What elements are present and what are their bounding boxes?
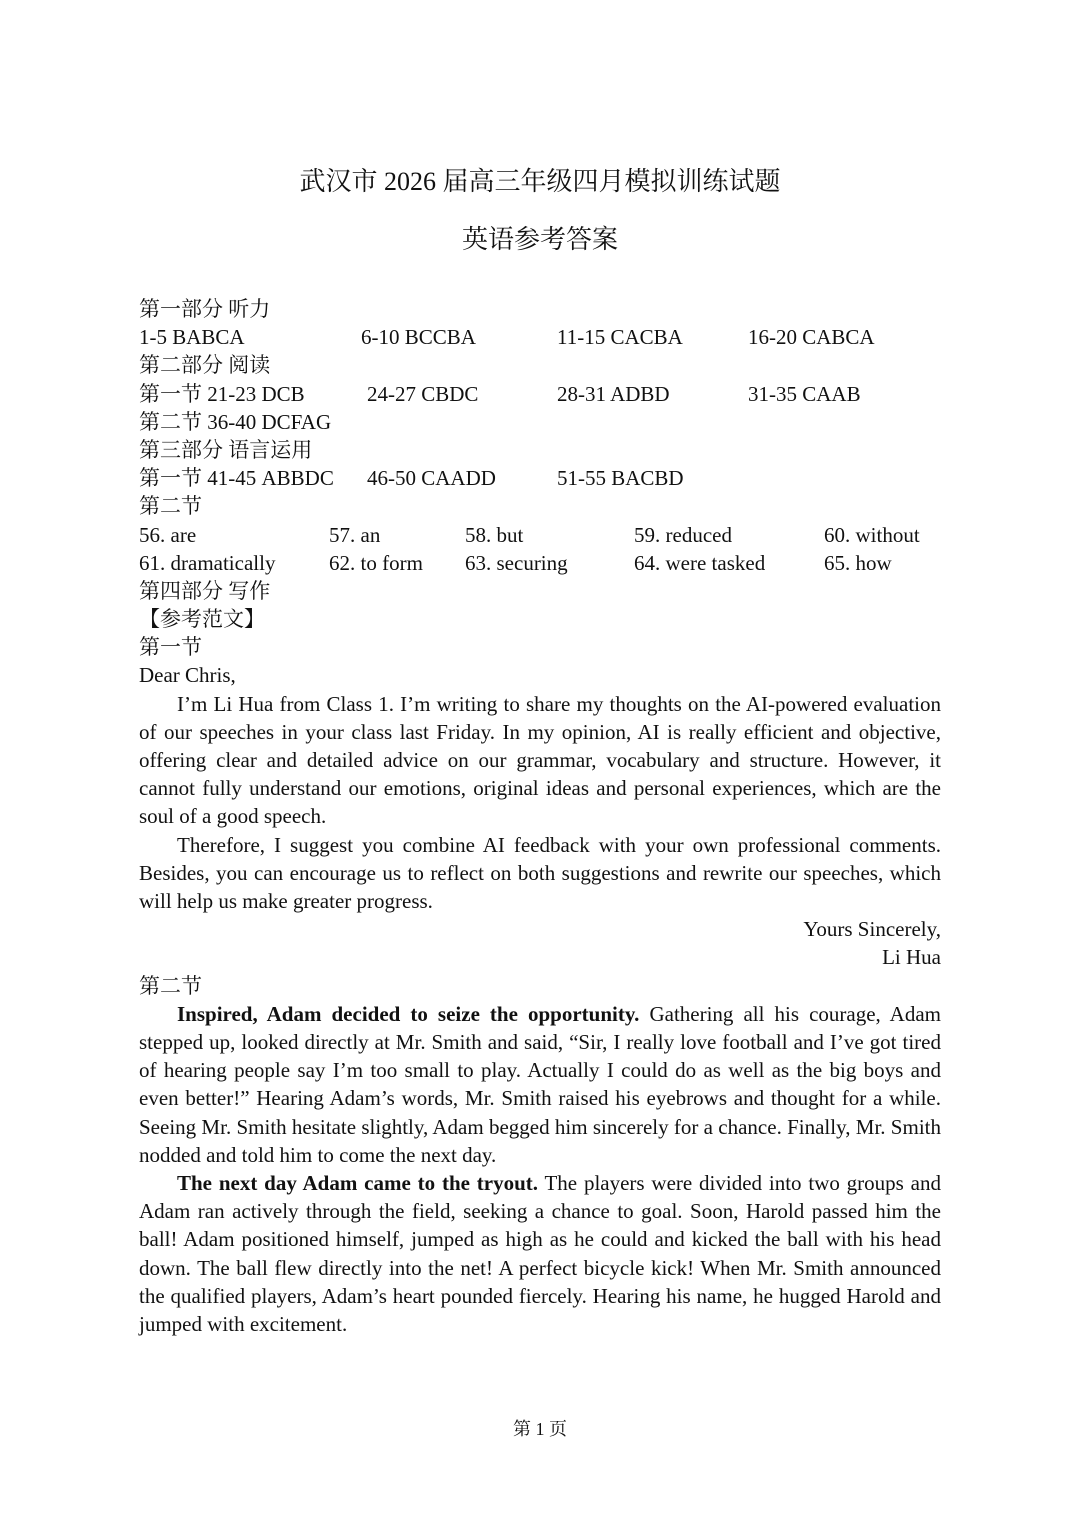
part1-heading: 第一部分 听力 [139, 297, 271, 321]
answer-group: 6-10 BCCBA [361, 325, 476, 350]
answer-content [139, 295, 941, 1338]
part2-section1-row [139, 380, 941, 408]
fill-in-row [139, 521, 941, 549]
answer-group: 16-20 CABCA [748, 325, 875, 350]
page-title: 武汉市 2026 届高三年级四月模拟训练试题 [299, 167, 781, 196]
fill-in-answer: 56. are [139, 522, 197, 547]
part3-section2-heading: 第二节 [139, 494, 202, 519]
story-paragraph [139, 1169, 941, 1338]
letter-greeting: Dear Chris, [139, 663, 236, 688]
story-body: The players were divided into two groups and Adam ran actively through the field, seeking a chance to goal. Soon, Harold passed him the ball! Adam positioned himself, jumped as high as he could and kicked the ball with his head down. The ball flew directly into the net! A perfect bicycle kick! When Mr. Smith announced the qualified players, Adam’s heart pounded fiercely. Hearing his name, he hugged Harold and jumped with excitement. [139, 1171, 941, 1337]
part3-section1-row [139, 464, 941, 492]
part1-answers-row [139, 323, 941, 351]
story-lead-sentence: Inspired, Adam decided to seize the opportunity. [177, 1001, 640, 1026]
answer-group: 28-31 ADBD [557, 381, 670, 406]
letter-paragraph: I’m Li Hua from Class 1. I’m writing to share my thoughts on the AI-powered evaluation of our speeches in your class last Friday. In my opinion, AI is really efficient and objective, offering clear and detailed advice on our grammar, vocabulary and structure. However, it cannot fully understand our emotions, original ideas and personal experiences, which are the soul of a good speech. [139, 691, 941, 829]
part2-heading: 第二部分 阅读 [139, 353, 271, 378]
answer-group: 24-27 CBDC [367, 381, 479, 406]
sample-essay-label: 【参考范文】 [139, 607, 265, 632]
answer-group: 51-55 BACBD [557, 466, 684, 491]
fill-in-answer: 61. dramatically [139, 550, 276, 575]
answer-group: 1-5 BABCA [139, 325, 245, 350]
answer-group: 第一节 21-23 DCB [139, 381, 305, 406]
fill-in-answer: 64. were tasked [634, 550, 766, 575]
fill-in-answer: 62. to form [329, 550, 423, 575]
part4-section2-heading: 第二节 [139, 973, 202, 998]
fill-in-row [139, 549, 941, 577]
part4-section1-heading: 第一节 [139, 635, 202, 660]
fill-in-answer: 65. how [824, 550, 892, 575]
answer-group: 46-50 CAADD [367, 466, 496, 491]
fill-in-answer: 58. but [465, 522, 524, 547]
page-number: 第 1 页 [513, 1419, 567, 1439]
story-body: Gathering all his courage, Adam stepped up, looked directly at Mr. Smith and said, “Sir, I really love football and I’ve got tired of hearing people say I’m too small to play. Actually I could do as well as the big boys and even better!” Hearing Adam’s words, Mr. Smith raised his eyebrows and thought for a while. Seeing Mr. Smith hesitate slightly, Adam begged him sincerely for a chance. Finally, Mr. Smith nodded and told him to come the next day. [139, 1001, 941, 1167]
story-lead-sentence: The next day Adam came to the tryout. [177, 1171, 539, 1196]
fill-in-answer: 57. an [329, 522, 381, 547]
letter-paragraph: Therefore, I suggest you combine AI feedback with your own professional comments. Besides, you can encourage us to reflect on both suggestions and rewrite our speeches, which will help us make greater progress. [139, 832, 941, 914]
letter-closing: Yours Sincerely, [803, 917, 941, 942]
answer-group: 第一节 41-45 ABBDC [139, 466, 334, 491]
fill-in-answer: 63. securing [465, 550, 568, 575]
story-paragraph [139, 1000, 941, 1169]
answer-group: 31-35 CAAB [748, 381, 861, 406]
part3-heading: 第三部分 语言运用 [139, 437, 313, 462]
answer-group: 11-15 CACBA [557, 325, 683, 350]
part4-heading: 第四部分 写作 [139, 578, 271, 603]
letter-signature: Li Hua [882, 945, 941, 970]
fill-in-answer: 59. reduced [634, 522, 732, 547]
fill-in-answer: 60. without [824, 522, 920, 547]
page-subtitle: 英语参考答案 [461, 225, 618, 254]
part2-section2-row: 第二节 36-40 DCFAG [139, 409, 332, 434]
